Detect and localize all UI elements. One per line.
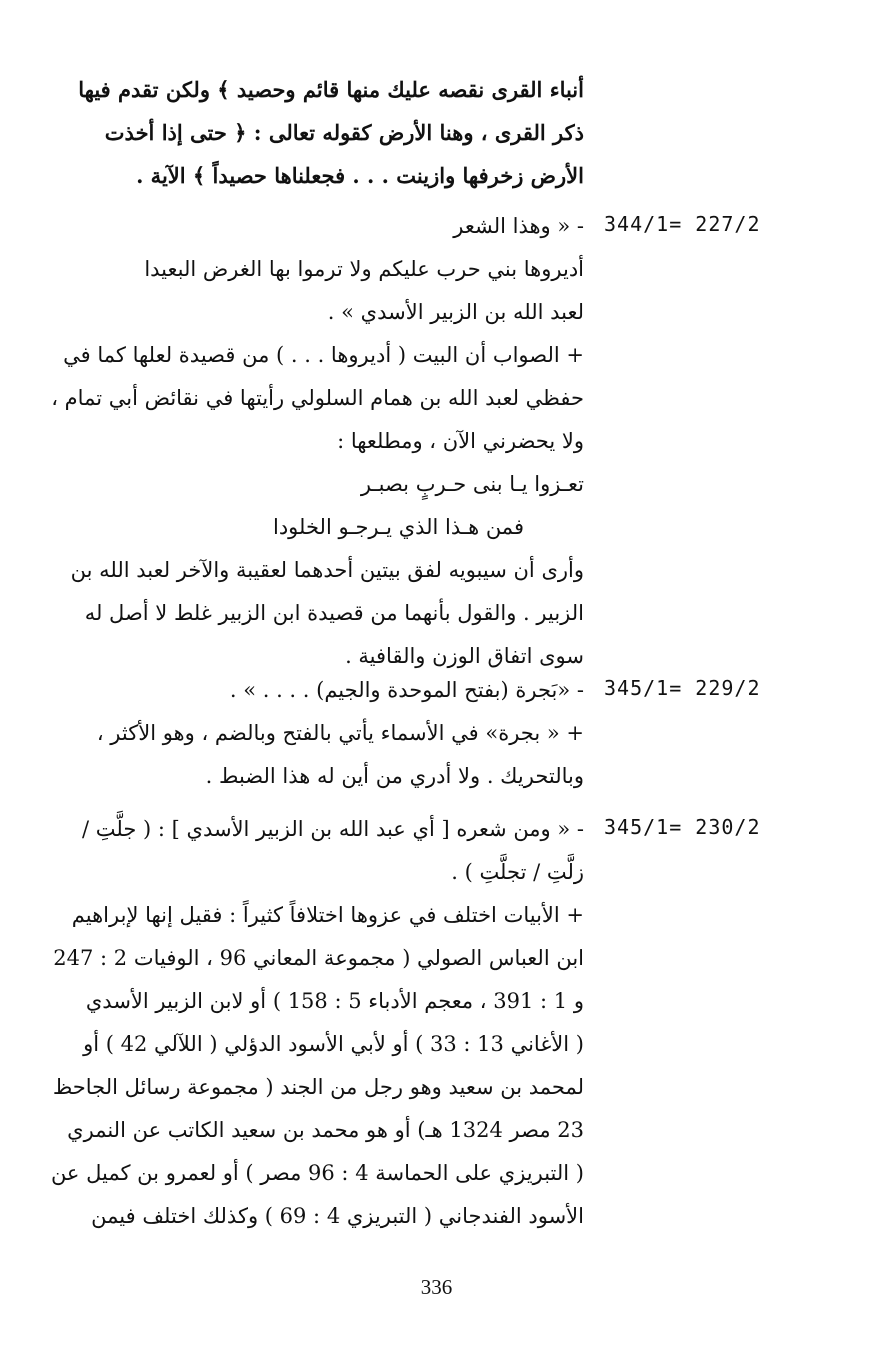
intro-paragraph: [28, 68, 584, 197]
entry-body: [28, 669, 584, 798]
entry-heading-line: - «بَجرة (بفتح الموحدة والجيم) . . . . » .: [229, 678, 584, 702]
text-line: الأرض زخرفها وازينت . . . فجعلناها حصيداً ﴾ الآية .: [136, 163, 584, 188]
text-line: + « بجرة» في الأسماء يأتي بالفتح وبالضم ، وهو الأكثر ،: [96, 721, 584, 745]
entry-heading-line: - « ومن شعره [ أي عبد الله بن الزبير الأسدي ] : ( جلَّتِ /: [82, 817, 584, 841]
entry-body: [28, 205, 584, 678]
text-line: لعبد الله بن الزبير الأسدي » .: [327, 300, 584, 324]
text-line: + الصواب أن البيت ( أديروها . . . ) من قصيدة لعلها كما في: [63, 343, 584, 367]
text-line: 23 مصر 1324 هـ) أو هو محمد بن سعيد الكاتب عن النمري: [67, 1118, 584, 1142]
entry-body: [28, 808, 584, 1238]
text-line: وأرى أن سيبويه لفق بيتين أحدهما لعقيبة والآخر لعبد الله بن: [70, 558, 584, 582]
text-line: لمحمد بن سعيد وهو رجل من الجند ( مجموعة رسائل الجاحظ: [52, 1075, 584, 1099]
verse-line: تعـزوا يـا بنى حـربٍ بصبـر: [360, 472, 584, 496]
text-line: أنباء القرى نقصه عليك منها قائم وحصيد ﴾ ولكن تقدم فيها: [78, 77, 584, 102]
text-line: ذكر القرى ، وهنا الأرض كقوله تعالى : ﴿ حتى إذا أخذت: [104, 120, 584, 145]
text-line: سوى اتفاق الوزن والقافية .: [345, 644, 584, 668]
entry-heading-line: - « وهذا الشعر: [453, 214, 584, 238]
entry-reference: 345/1= 229/2: [604, 676, 761, 700]
text-line: ولا يحضرني الآن ، ومطلعها :: [337, 429, 584, 453]
text-line: الأسود الفندجاني ( التبريزي 4 : 69 ) وكذلك اختلف فيمن: [91, 1204, 584, 1228]
text-line: زلَّتِ / تجلَّتِ ) .: [451, 860, 584, 884]
verse-line: فمن هـذا الذي يـرجـو الخلودا: [273, 515, 524, 539]
text-line: ابن العباس الصولي ( مجموعة المعاني 96 ، الوفيات 2 : 247: [53, 946, 584, 970]
text-line: ( الأغاني 13 : 33 ) أو لأبي الأسود الدؤلي ( اللآلي 42 ) أو: [83, 1032, 584, 1056]
verse-line: أديروها بني حرب عليكم ولا ترموا بها الغرض البعيدا: [144, 257, 584, 281]
text-line: وبالتحريك . ولا أدري من أين له هذا الضبط .: [205, 764, 584, 788]
text-line: + الأبيات اختلف في عزوها اختلافاً كثيراً : فقيل إنها لإبراهيم: [71, 903, 584, 927]
entry-reference: 344/1= 227/2: [604, 212, 761, 236]
text-line: الزبير . والقول بأنهما من قصيدة ابن الزبير غلط لا أصل له: [84, 601, 584, 625]
text-line: ( التبريزي على الحماسة 4 : 96 مصر ) أو لعمرو بن كميل عن: [50, 1161, 584, 1185]
entry-reference: 345/1= 230/2: [604, 815, 761, 839]
text-line: حفظي لعبد الله بن همام السلولي رأيتها في نقائض أبي تمام ،: [51, 386, 584, 410]
text-line: و 1 : 391 ، معجم الأدباء 5 : 158 ) أو لابن الزبير الأسدي: [85, 989, 584, 1013]
page-number: 336: [420, 1275, 453, 1299]
